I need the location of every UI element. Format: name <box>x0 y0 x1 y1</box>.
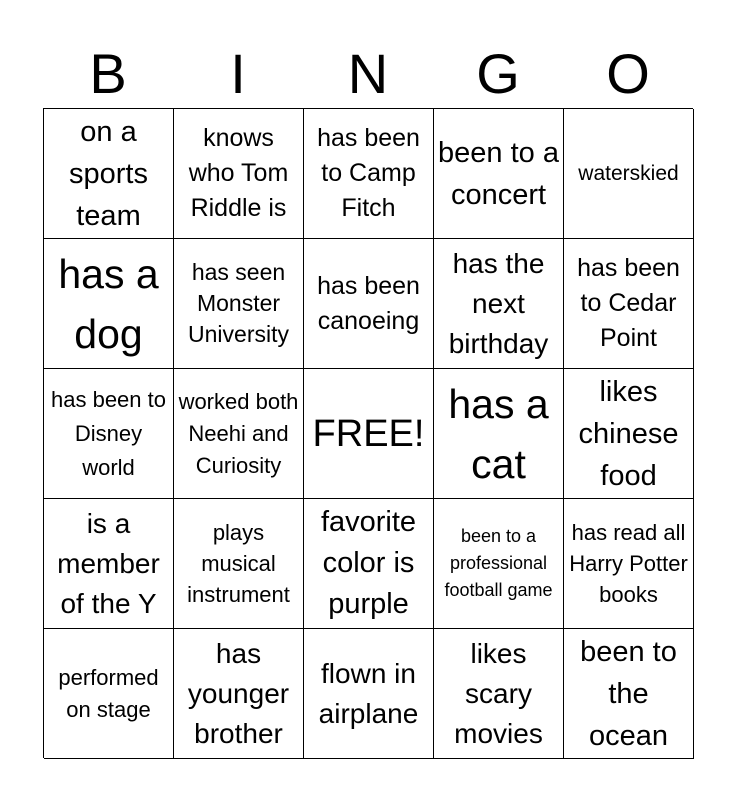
bingo-header <box>43 40 693 108</box>
bingo-cell[interactable] <box>174 629 304 759</box>
cell-text: been to a professional football game <box>444 526 553 600</box>
bingo-cell[interactable] <box>304 499 434 629</box>
cell-text: flown in airplane <box>318 657 419 729</box>
cell-text: waterskied <box>578 161 679 185</box>
cell-text: has younger brother <box>187 637 290 749</box>
bingo-board <box>43 108 693 758</box>
header-letter-o: O <box>606 42 650 105</box>
bingo-cell[interactable] <box>434 499 564 629</box>
cell-text: knows who Tom Riddle is <box>188 124 289 222</box>
bingo-cell[interactable] <box>44 239 174 369</box>
bingo-cell[interactable] <box>564 239 694 369</box>
cell-text: has a cat <box>448 380 549 487</box>
cell-text: has seen Monster University <box>188 259 289 347</box>
bingo-cell[interactable] <box>174 109 304 239</box>
cell-text: plays musical instrument <box>187 520 290 607</box>
free-space-label: FREE! <box>312 412 425 455</box>
header-letter-g: G <box>476 42 520 105</box>
cell-text: likes scary movies <box>454 637 543 749</box>
free-space-cell <box>304 369 434 499</box>
bingo-cell[interactable] <box>174 499 304 629</box>
bingo-cell[interactable] <box>434 629 564 759</box>
bingo-cell[interactable] <box>434 369 564 499</box>
bingo-cell[interactable] <box>434 239 564 369</box>
bingo-cell[interactable] <box>44 629 174 759</box>
cell-text: has been to Camp Fitch <box>317 124 420 222</box>
bingo-cell[interactable] <box>304 239 434 369</box>
bingo-cell[interactable] <box>304 109 434 239</box>
bingo-cell[interactable] <box>174 369 304 499</box>
cell-text: has the next birthday <box>448 247 549 359</box>
bingo-cell[interactable] <box>564 629 694 759</box>
bingo-cell[interactable] <box>434 109 564 239</box>
header-letter-i: I <box>230 42 246 105</box>
cell-text: likes chinese food <box>578 375 679 492</box>
cell-text: on a sports team <box>69 115 148 232</box>
cell-text: performed on stage <box>58 664 159 722</box>
bingo-cell[interactable] <box>564 369 694 499</box>
bingo-cell[interactable] <box>564 109 694 239</box>
cell-text: has read all Harry Potter books <box>569 520 688 607</box>
cell-text: has a dog <box>58 250 159 357</box>
header-letter-n: N <box>347 42 389 105</box>
header-letter-b: B <box>89 42 127 105</box>
cell-text: been to a concert <box>438 136 559 211</box>
bingo-cell[interactable] <box>44 109 174 239</box>
cell-text: been to the ocean <box>580 635 677 752</box>
cell-text: has been canoeing <box>317 271 420 335</box>
bingo-cell[interactable] <box>44 369 174 499</box>
cell-text: favorite color is purple <box>320 506 417 620</box>
bingo-cell[interactable] <box>304 629 434 759</box>
bingo-cell[interactable] <box>44 499 174 629</box>
cell-text: has been to Cedar Point <box>577 254 680 352</box>
cell-text: worked both Neehi and Curiosity <box>178 388 299 478</box>
bingo-cell[interactable] <box>174 239 304 369</box>
bingo-cell[interactable] <box>564 499 694 629</box>
cell-text: is a member of the Y <box>57 507 160 619</box>
cell-text: has been to Disney world <box>51 386 166 480</box>
